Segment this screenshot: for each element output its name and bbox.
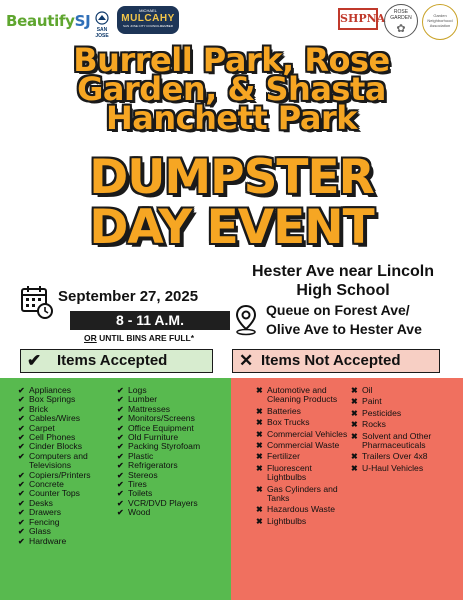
checkmark-icon: ✔: [18, 414, 25, 424]
checkmark-icon: ✔: [117, 433, 124, 443]
list-item-label: Stereos: [128, 469, 158, 480]
san-jose-seal-logo: SAN JOSE: [91, 11, 113, 33]
list-item: [256, 386, 352, 405]
mulcahy-logo: MICHAEL MULCAHY SAN JOSE CITY COUNCILMEMBER: [117, 6, 179, 34]
accepted-items-panel: [0, 378, 231, 600]
list-item-label: Cinder Blocks: [29, 441, 83, 452]
list-item-label: Office Equipment: [128, 422, 194, 433]
list-item-label: Trailers Over 4x8: [362, 451, 428, 462]
list-item: [256, 464, 352, 483]
list-item-label: Copiers/Printers: [29, 469, 91, 480]
bins-full-note: OR UNTIL BINS ARE FULL*: [84, 333, 195, 343]
list-item-label: Computers and Televisions: [29, 450, 88, 471]
checkmark-icon: ✔: [18, 442, 25, 452]
x-icon: ✖: [256, 505, 263, 515]
x-icon: ✖: [256, 429, 263, 439]
list-item-label: Carpet: [29, 422, 55, 433]
checkmark-icon: ✔: [18, 470, 25, 480]
checkmark-icon: ✔: [18, 423, 25, 433]
list-item-label: Tires: [128, 479, 147, 490]
list-item: [351, 386, 461, 395]
event-title-line: DAY EVENT: [89, 200, 374, 255]
list-item-label: Hardware: [29, 535, 67, 546]
checkmark-icon: ✔: [117, 508, 124, 518]
x-icon: ✖: [351, 386, 358, 395]
list-item-label: Oil: [362, 385, 373, 395]
list-item-label: Wood: [128, 507, 151, 518]
list-item: [18, 452, 114, 471]
not-accepted-items-panel: [231, 378, 463, 600]
queue-line: Olive Ave to Hester Ave: [266, 321, 422, 337]
x-icon: ✖: [256, 386, 263, 395]
x-icon: ✖: [256, 406, 263, 416]
accepted-list-1: [18, 386, 114, 546]
checkmark-icon: ✔: [117, 414, 124, 424]
checkmark-icon: ✔: [117, 442, 124, 452]
x-icon: ✖: [256, 484, 263, 494]
x-icon: ✖: [351, 408, 358, 418]
list-item: [256, 430, 352, 439]
list-item-label: Appliances: [29, 385, 72, 395]
list-item-label: Counter Tops: [29, 488, 80, 499]
checkmark-icon: ✔: [18, 480, 25, 490]
x-icon: ✖: [256, 452, 263, 462]
accepted-list-2: [117, 386, 227, 518]
list-item-label: Drawers: [29, 507, 61, 518]
beautifysj-logo: BeautifySJ: [6, 12, 91, 30]
event-time: 8 - 11 A.M.: [70, 311, 230, 330]
queue-line: Queue on Forest Ave/: [266, 302, 410, 318]
list-item: [256, 441, 352, 450]
list-item-label: Fertilizer: [267, 451, 300, 462]
checkmark-icon: ✔: [18, 433, 25, 443]
list-item: [256, 452, 352, 461]
list-item-label: Logs: [128, 385, 147, 395]
list-item-label: Glass: [29, 526, 51, 537]
list-item: [256, 485, 352, 504]
list-item-label: Lightbulbs: [267, 515, 307, 526]
list-item-label: Gas Cylinders and Tanks: [267, 483, 338, 504]
checkmark-icon: ✔: [27, 351, 42, 370]
map-pin-icon: [234, 304, 258, 336]
list-item-label: Mattresses: [128, 403, 171, 414]
list-item: [256, 407, 352, 416]
list-item-label: Commercial Waste: [267, 440, 340, 451]
checkmark-icon: ✔: [18, 527, 25, 537]
x-icon: ✖: [351, 452, 358, 462]
list-item-label: Cell Phones: [29, 432, 76, 443]
list-item-label: Refrigerators: [128, 460, 178, 471]
event-title: [0, 150, 463, 255]
x-icon: ✖: [351, 431, 358, 441]
checkmark-icon: ✔: [18, 517, 25, 527]
list-item-label: Box Trucks: [267, 417, 310, 428]
title-line: Garden, & Shasta: [77, 70, 386, 108]
checkmark-icon: ✔: [18, 451, 25, 461]
list-item: [18, 537, 114, 546]
list-item: [256, 505, 352, 514]
list-item-label: Concrete: [29, 479, 64, 490]
list-item: [351, 464, 461, 473]
checkmark-icon: ✔: [117, 451, 124, 461]
list-item: [256, 418, 352, 427]
list-item-label: Packing Styrofoam: [128, 441, 201, 452]
list-item-label: Plastic: [128, 450, 154, 461]
checkmark-icon: ✔: [18, 395, 25, 405]
list-item-label: Pesticides: [362, 407, 402, 418]
checkmark-icon: ✔: [18, 498, 25, 508]
list-item: [117, 508, 227, 517]
park-names-title: [0, 41, 463, 137]
calendar-clock-icon: [20, 284, 54, 320]
x-icon: ✖: [256, 463, 263, 473]
list-item-label: Automotive and Cleaning Products: [267, 385, 338, 405]
list-item-label: U-Haul Vehicles: [362, 462, 424, 473]
list-item-label: Toilets: [128, 488, 153, 499]
list-item: [351, 420, 461, 429]
x-icon: ✕: [239, 351, 254, 370]
list-item-label: Hazardous Waste: [267, 504, 335, 515]
title-line: Hanchett Park: [105, 99, 358, 137]
list-item: [256, 517, 352, 526]
list-item: [351, 432, 461, 451]
checkmark-icon: ✔: [18, 508, 25, 518]
list-item-label: Old Furniture: [128, 432, 179, 443]
list-item-label: Rocks: [362, 419, 386, 430]
not-accepted-list-2: [351, 386, 461, 475]
location-line: Hester Ave near Lincoln: [252, 263, 434, 280]
checkmark-icon: ✔: [117, 404, 124, 414]
not-accepted-list-1: [256, 386, 352, 528]
event-title-line: DUMPSTER: [89, 150, 374, 205]
list-item-label: Lumber: [128, 394, 158, 405]
checkmark-icon: ✔: [18, 404, 25, 414]
x-icon: ✖: [351, 397, 358, 407]
x-icon: ✖: [256, 516, 263, 526]
checkmark-icon: ✔: [18, 536, 25, 546]
checkmark-icon: ✔: [117, 470, 124, 480]
sponsor-logos: [0, 0, 463, 46]
checkmark-icon: ✔: [18, 489, 25, 499]
list-item-label: Brick: [29, 403, 49, 414]
list-item-label: Box Springs: [29, 394, 76, 405]
list-item-label: Paint: [362, 396, 382, 407]
x-icon: ✖: [256, 441, 263, 451]
list-item: [351, 397, 461, 406]
checkmark-icon: ✔: [18, 386, 25, 395]
list-item-label: Monitors/Screens: [128, 413, 195, 424]
event-date: September 27, 2025: [58, 288, 199, 305]
x-icon: ✖: [351, 463, 358, 473]
list-item-label: VCR/DVD Players: [128, 497, 198, 508]
checkmark-icon: ✔: [117, 386, 124, 395]
items-accepted-header: ✔ Items Accepted: [20, 349, 213, 373]
list-item-label: Solvent and Other Pharmaceuticals: [362, 430, 432, 451]
list-item-label: Cables/Wires: [29, 413, 81, 424]
checkmark-icon: ✔: [117, 489, 124, 499]
list-item: [351, 452, 461, 461]
location-line: High School: [296, 282, 390, 299]
checkmark-icon: ✔: [117, 480, 124, 490]
items-not-accepted-header: ✕ Items Not Accepted: [232, 349, 440, 373]
list-item-label: Batteries: [267, 405, 301, 416]
checkmark-icon: ✔: [117, 461, 124, 471]
title-line: Burrell Park, Rose: [73, 41, 390, 79]
rose-garden-logo: ROSE GARDEN ✿: [384, 4, 418, 38]
x-icon: ✖: [351, 420, 358, 430]
checkmark-icon: ✔: [117, 395, 124, 405]
list-item-label: Commercial Vehicles: [267, 428, 348, 439]
list-item-label: Fencing: [29, 516, 60, 527]
list-item-label: Desks: [29, 497, 53, 508]
list-item: [351, 409, 461, 418]
event-location: [228, 262, 458, 300]
checkmark-icon: ✔: [117, 498, 124, 508]
list-item-label: Fluorescent Lightbulbs: [267, 462, 312, 483]
x-icon: ✖: [256, 418, 263, 428]
sunflower-logo: Garden Neighborhood Association: [422, 4, 458, 40]
shpna-logo: SHPNA: [338, 8, 378, 30]
checkmark-icon: ✔: [117, 423, 124, 433]
